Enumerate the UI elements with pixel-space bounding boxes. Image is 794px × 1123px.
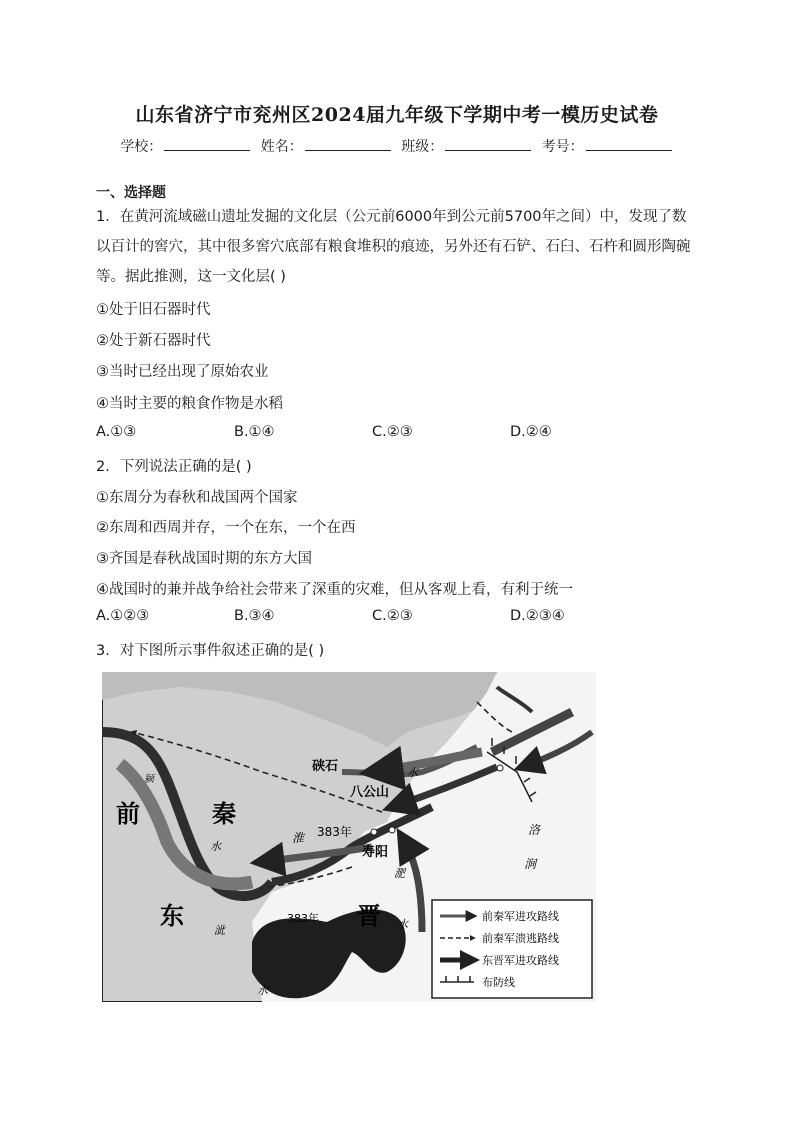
q1-stem: 1．在黄河流域磁山遗址发掘的文化层（公元前6000年到公元前5700年之间）中，发现了数以百计的窖穴，其中很多窖穴底部有粮食堆积的痕迹，另外还有石铲、石臼、石杵和圆形陶碗等。据此推测，这一文化层( ) — [96, 209, 691, 285]
label-shui-4: 水 — [257, 984, 268, 997]
q1-item-4: ④当时主要的粮食作物是水稻 — [96, 396, 283, 412]
label-xiashi: 硖石 — [312, 759, 339, 774]
label-shui-1: 水 — [210, 840, 221, 853]
student-info-row — [0, 136, 794, 156]
q2-choice-a[interactable]: A.①②③ — [96, 608, 150, 624]
label-bagongshan: 八公山 — [350, 785, 390, 800]
school-field[interactable] — [164, 138, 250, 151]
battle-point-2 — [389, 827, 395, 833]
label-ying: 颍 — [144, 774, 154, 785]
q1-choice-d[interactable]: D.②④ — [510, 424, 552, 440]
exam-no-field[interactable] — [586, 138, 672, 151]
q2-item-2: ②东周和西周并存，一个在东，一个在西 — [96, 520, 356, 536]
q2-stem: 2．下列说法正确的是( ) — [96, 459, 252, 475]
label-shui-3: 水 — [397, 918, 408, 931]
label-qianqin-1: 前 — [116, 799, 140, 828]
q1-choice-b[interactable]: B.①④ — [234, 424, 275, 440]
label-qianqin-2: 秦 — [212, 799, 236, 828]
label-year-2: 383年 — [287, 912, 319, 925]
label-shui-2: 水 — [407, 766, 418, 779]
legend-defense: 布防线 — [482, 976, 515, 989]
battle-map — [102, 672, 596, 1002]
label-pi: 泚 — [214, 924, 225, 937]
battle-point-3 — [497, 765, 503, 771]
legend-qin-retreat: 前秦军溃逃路线 — [482, 932, 559, 945]
class-label: 班级： — [401, 139, 444, 155]
q2-item-1: ①东周分为春秋和战国两个国家 — [96, 490, 298, 506]
name-field[interactable] — [305, 138, 391, 151]
class-field[interactable] — [445, 138, 531, 151]
label-dongjin-1: 东 — [160, 901, 184, 930]
label-fei: 淝 — [394, 867, 405, 880]
q2-choice-b[interactable]: B.③④ — [234, 608, 275, 624]
battle-point-1 — [371, 829, 377, 835]
q1-item-1: ①处于旧石器时代 — [96, 302, 211, 318]
q1-item-2: ②处于新石器时代 — [96, 333, 211, 349]
name-label: 姓名： — [260, 139, 303, 155]
label-shouyang: 寿阳 — [362, 845, 389, 860]
school-label: 学校： — [120, 139, 163, 155]
q1-item-3: ③当时已经出现了原始农业 — [96, 364, 269, 380]
q2-item-3: ③齐国是春秋战国时期的东方大国 — [96, 551, 312, 567]
q3-stem: 3．对下图所示事件叙述正确的是( ) — [96, 643, 325, 659]
exam-no-label: 考号： — [541, 139, 584, 155]
q2-choice-c[interactable]: C.②③ — [372, 608, 413, 624]
label-luo-1: 洛 — [528, 823, 541, 837]
label-luo-2: 涧 — [524, 857, 537, 871]
label-dongjin-2: 晋 — [357, 901, 381, 930]
q1-choice-a[interactable]: A.①③ — [96, 424, 137, 440]
q1-choice-c[interactable]: C.②③ — [372, 424, 413, 440]
page-title: 山东省济宁市兖州区2024届九年级下学期中考一模历史试卷 — [135, 104, 659, 126]
map-legend — [432, 900, 592, 998]
q2-item-4: ④战国时的兼并战争给社会带来了深重的灾难，但从客观上看，有利于统一 — [96, 582, 573, 598]
label-huai: 淮 — [292, 831, 305, 845]
legend-qin-attack: 前秦军进攻路线 — [482, 910, 559, 923]
label-year-1: 383年 — [317, 825, 352, 839]
section-heading: 一、选择题 — [96, 185, 166, 201]
q2-choice-d[interactable]: D.②③④ — [510, 608, 565, 624]
legend-jin-attack: 东晋军进攻路线 — [482, 954, 559, 967]
